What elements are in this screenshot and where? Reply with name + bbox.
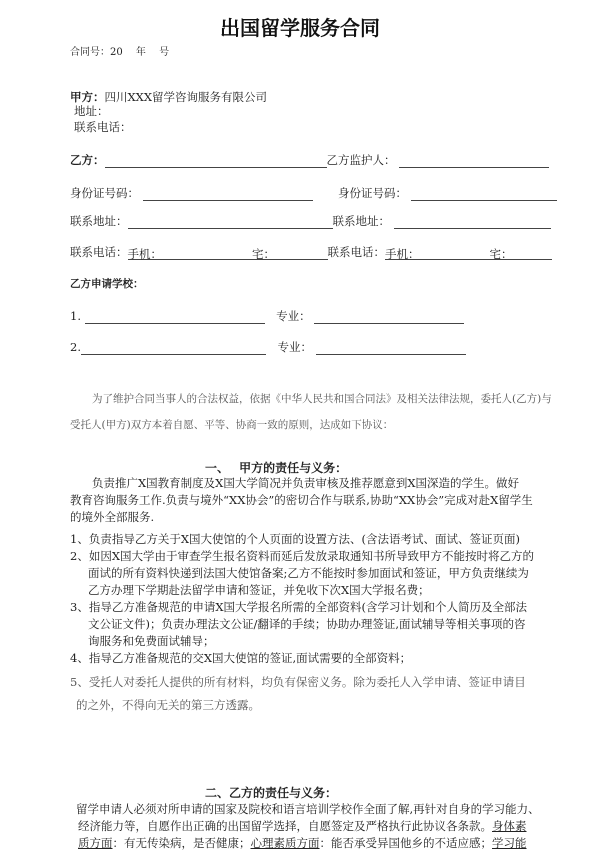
guardian-phone-label: 联系电话： [327, 245, 385, 259]
guardian-address-field[interactable] [394, 215, 551, 229]
item-line: 4、指导乙方准备规范的交X国大使馆的签证,面试需要的全部资料； [70, 651, 412, 665]
school-1-field[interactable] [85, 310, 265, 324]
school-1-number: 1. [70, 309, 81, 323]
section-2-underlined: 学习能 [492, 836, 527, 850]
guardian-label: 乙方监护人： [326, 153, 396, 167]
section-2-heading: 二、乙方的责任与义务： [205, 786, 338, 800]
item-line: 2、如因X国大学由于审查学生报名资料而延后发放录取通知书所导致甲方不能按时将乙方的 [70, 549, 534, 563]
party-a-label: 甲方： [70, 90, 105, 104]
guardian-phone-field[interactable] [385, 246, 552, 260]
intro-line-2: 受托人(甲方)双方本着自愿、平等、协商一致的原则，达成如下协议： [70, 419, 394, 431]
item-line: 文公证文件)；负责办理法文公证/翻译的手续；协助办理签证,面试辅导等相关事项的咨 [88, 617, 526, 631]
major-2-label: 专业： [277, 340, 312, 354]
item-line: 询服务和免费面试辅导； [88, 634, 215, 648]
section-2-text: ：能否承受异国他乡的不适应感； [319, 836, 492, 850]
section-1-heading: 一、 甲方的责任与义务： [205, 461, 348, 475]
section-2-text: 经济能力等，自愿作出正确的出国留学选择，自愿签定及严格执行此协议各条款。 [78, 819, 492, 833]
section-2-underlined: 心理素质方面 [250, 836, 320, 850]
section-1-para-line: 教育咨询服务工作.负责与境外“XX协会”的密切合作与联系,协助“XX协会”完成对赴X留学生 [70, 493, 533, 507]
party-a-name: 四川XXX留学咨询服务有限公司 [104, 90, 268, 104]
intro-line-1: 为了维护合同当事人的合法权益，依据《中华人民共和国合同法》及相关法律法规，委托人(乙方)与 [92, 393, 552, 405]
id-label: 身份证号码： [70, 186, 139, 200]
home-label: 宅： [252, 247, 275, 261]
school-2-number: 2. [70, 340, 81, 354]
section-2-underlined: 质方面 [78, 836, 113, 850]
item-line: 3、指导乙方准备规范的申请X国大学报名所需的全部资料(含学习计划和个人简历及全部法 [70, 600, 527, 614]
section-2-text: ：有无传染病，是否健康； [112, 836, 251, 850]
guardian-id-label: 身份证号码： [338, 186, 407, 200]
party-b-id-field[interactable] [143, 187, 313, 201]
mobile-label: 手机： [385, 247, 420, 261]
school-2-field[interactable] [81, 341, 266, 355]
address-label: 联系地址： [70, 214, 128, 228]
party-b-label: 乙方： [70, 153, 105, 167]
item-5-line: 的之外，不得向无关的第三方透露。 [76, 698, 260, 712]
section-2-underlined: 身体素 [492, 819, 527, 833]
item-line: 乙方办理下学期赴法留学申请和签证，并免收下次X国大学报名费； [88, 583, 430, 597]
guardian-field[interactable] [399, 154, 549, 168]
item-line: 面试的所有资料快递到法国大使馆备案;乙方不能按时参加面试和签证，甲方负责继续为 [88, 566, 529, 580]
party-a-phone: 联系电话： [74, 120, 132, 134]
party-b-address-field[interactable] [128, 215, 333, 229]
major-2-field[interactable] [316, 341, 466, 355]
schools-label: 乙方申请学校： [70, 278, 144, 290]
document-title: 出国留学服务合同 [220, 16, 380, 40]
item-line: 1、负责指导乙方关于X国大使馆的个人页面的设置方法、(含法语考试、面试、签证页面) [70, 532, 520, 546]
item-5-line: 5、受托人对委托人提供的所有材料，均负有保密义务。除为委托人入学申请、签证申请目 [70, 675, 526, 689]
party-b-name-field[interactable] [105, 154, 327, 168]
major-1-label: 专业： [276, 309, 311, 323]
mobile-label: 手机： [127, 247, 162, 261]
guardian-address-label: 联系地址： [332, 214, 390, 228]
section-1-para-line: 负责推广X国教育制度及X国大学简况并负责审核及推荐愿意到X国深造的学生。做好 [92, 476, 520, 490]
section-1-para-line: 的境外全部服务. [70, 510, 155, 524]
party-b-phone-field[interactable] [128, 246, 328, 260]
guardian-id-field[interactable] [411, 187, 557, 201]
party-a-address: 地址： [74, 104, 109, 118]
section-2-line: 留学申请人必须对所申请的国家及院校和语言培训学校作全面了解,再针对自身的学习能力、 [76, 802, 540, 816]
major-1-field[interactable] [314, 310, 464, 324]
phone-label: 联系电话： [70, 245, 128, 259]
contract-number: 合同号：20 年 号 [70, 47, 170, 58]
home-label: 宅： [489, 247, 513, 261]
